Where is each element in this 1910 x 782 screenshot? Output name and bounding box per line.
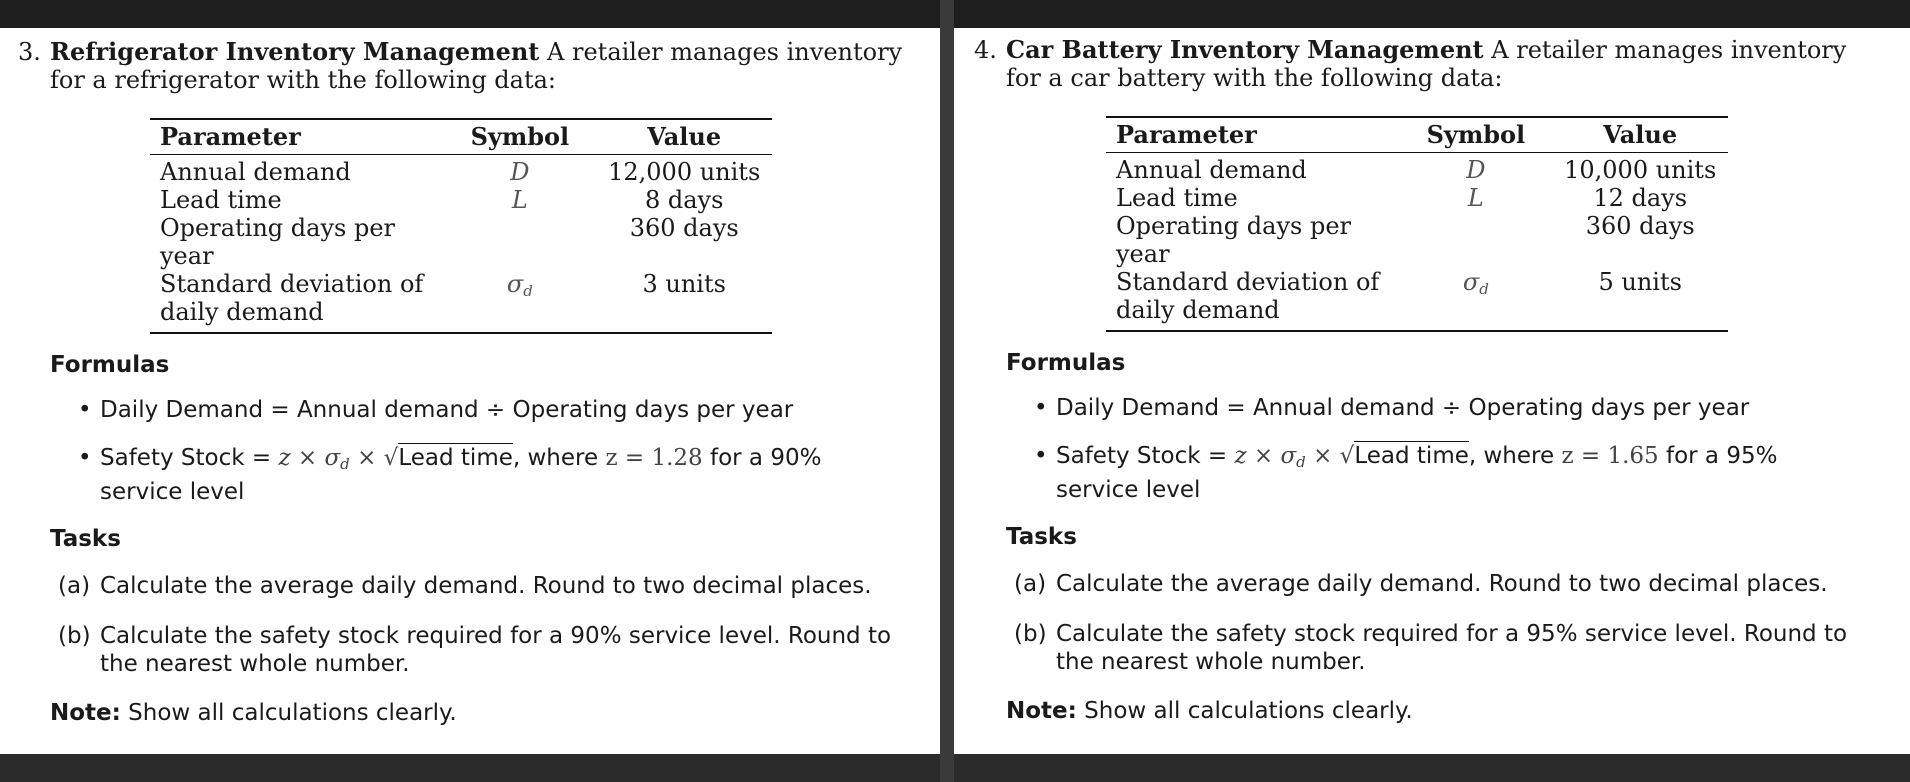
table-row	[1106, 153, 1728, 185]
note-text: Show all calculations clearly.	[1084, 698, 1413, 724]
table-row	[150, 270, 772, 333]
problem-intro-text: A retailer manages inventory for a refrigerator with the following data:	[50, 38, 903, 94]
formula-safety-stock: • Safety Stock = $z \times \sigma_d$ × √Lead time, where z = 1.28 for a 90% service level	[78, 445, 822, 505]
param-name: Lead time	[1116, 184, 1238, 212]
param-value: 360 days	[1585, 212, 1695, 240]
param-symbol: $\sigma_d$	[443, 270, 596, 333]
problem-intro	[1006, 36, 1866, 92]
panel-divider	[940, 0, 954, 782]
formulas-heading: Formulas	[1006, 350, 1126, 376]
param-value: 12,000 units	[608, 158, 761, 186]
problem-header	[18, 38, 940, 94]
task-a: (a) Calculate the average daily demand. Round to two decimal places.	[1014, 571, 1828, 597]
task-b: (b) Calculate the safety stock required for a 90% service level. Round to the nearest whole number.	[58, 623, 892, 677]
formulas-heading: Formulas	[50, 352, 170, 378]
formula-daily-demand: • Daily Demand = Annual demand ÷ Operating days per year	[1034, 395, 1750, 421]
table-row	[150, 186, 772, 214]
tasks-list	[974, 570, 1910, 676]
task-b: (b) Calculate the safety stock required for a 95% service level. Round to the nearest whole number.	[1014, 621, 1848, 675]
table-row	[1106, 184, 1728, 212]
param-symbol: L	[511, 186, 528, 214]
problem-number: 3.	[18, 38, 41, 66]
param-value: 12 days	[1593, 184, 1688, 212]
param-name: Lead time	[160, 186, 282, 214]
header-value: Value	[1552, 117, 1728, 153]
note-label: Note:	[50, 700, 121, 726]
header-parameter: Parameter	[1106, 117, 1399, 153]
formulas-list	[18, 396, 940, 506]
tasks-list	[18, 572, 940, 678]
formulas-list	[974, 394, 1910, 504]
table-row	[150, 155, 772, 187]
param-name: Operating days per year	[1116, 212, 1352, 268]
param-name: Standard deviation of daily demand	[1106, 268, 1399, 331]
header-symbol: Symbol	[443, 119, 596, 155]
param-value: 5 units	[1552, 268, 1728, 331]
table-row	[1106, 268, 1728, 331]
param-value: 8 days	[644, 186, 724, 214]
parameters-table	[150, 118, 772, 334]
bullet-icon: •	[1034, 395, 1048, 421]
problem-intro	[50, 38, 910, 94]
param-name: Standard deviation of daily demand	[150, 270, 443, 333]
note-text: Show all calculations clearly.	[128, 700, 457, 726]
task-a: (a) Calculate the average daily demand. Round to two decimal places.	[58, 573, 872, 599]
bullet-icon: •	[1034, 443, 1048, 469]
problem-title: Car Battery Inventory Management	[1006, 35, 1484, 64]
param-symbol: D	[510, 158, 530, 186]
problem-header	[974, 36, 1910, 92]
param-symbol: $\sigma_d$	[1399, 268, 1552, 331]
param-name: Annual demand	[1116, 156, 1307, 184]
table-row	[150, 214, 772, 270]
parameters-table	[1106, 116, 1728, 332]
param-value: 10,000 units	[1564, 156, 1717, 184]
bullet-icon: •	[78, 397, 92, 423]
problem-intro-text: A retailer manages inventory for a car battery with the following data:	[1006, 36, 1847, 92]
note-label: Note:	[1006, 698, 1077, 724]
problem-panel-4	[954, 28, 1910, 754]
top-bar	[0, 0, 1910, 28]
param-value: 3 units	[596, 270, 772, 333]
header-parameter: Parameter	[150, 119, 443, 155]
param-value: 360 days	[629, 214, 739, 242]
note	[50, 700, 940, 726]
table-header-row	[1106, 117, 1728, 153]
table-header-row	[150, 119, 772, 155]
problem-title: Refrigerator Inventory Management	[50, 37, 540, 66]
problem-panel-3	[0, 28, 940, 754]
header-symbol: Symbol	[1399, 117, 1552, 153]
note	[1006, 698, 1910, 724]
tasks-heading: Tasks	[50, 526, 121, 552]
param-name: Operating days per year	[160, 214, 396, 270]
param-symbol: D	[1466, 156, 1486, 184]
param-symbol	[443, 214, 596, 270]
formula-daily-demand: • Daily Demand = Annual demand ÷ Operating days per year	[78, 397, 794, 423]
param-symbol: L	[1467, 184, 1484, 212]
tasks-heading: Tasks	[1006, 524, 1077, 550]
param-name: Annual demand	[160, 158, 351, 186]
param-symbol	[1399, 212, 1552, 268]
formula-safety-stock: • Safety Stock = $z \times \sigma_d$ × √Lead time, where z = 1.65 for a 95% service level	[1034, 443, 1778, 503]
problem-number: 4.	[974, 36, 997, 64]
header-value: Value	[596, 119, 772, 155]
table-row	[1106, 212, 1728, 268]
bullet-icon: •	[78, 445, 92, 471]
